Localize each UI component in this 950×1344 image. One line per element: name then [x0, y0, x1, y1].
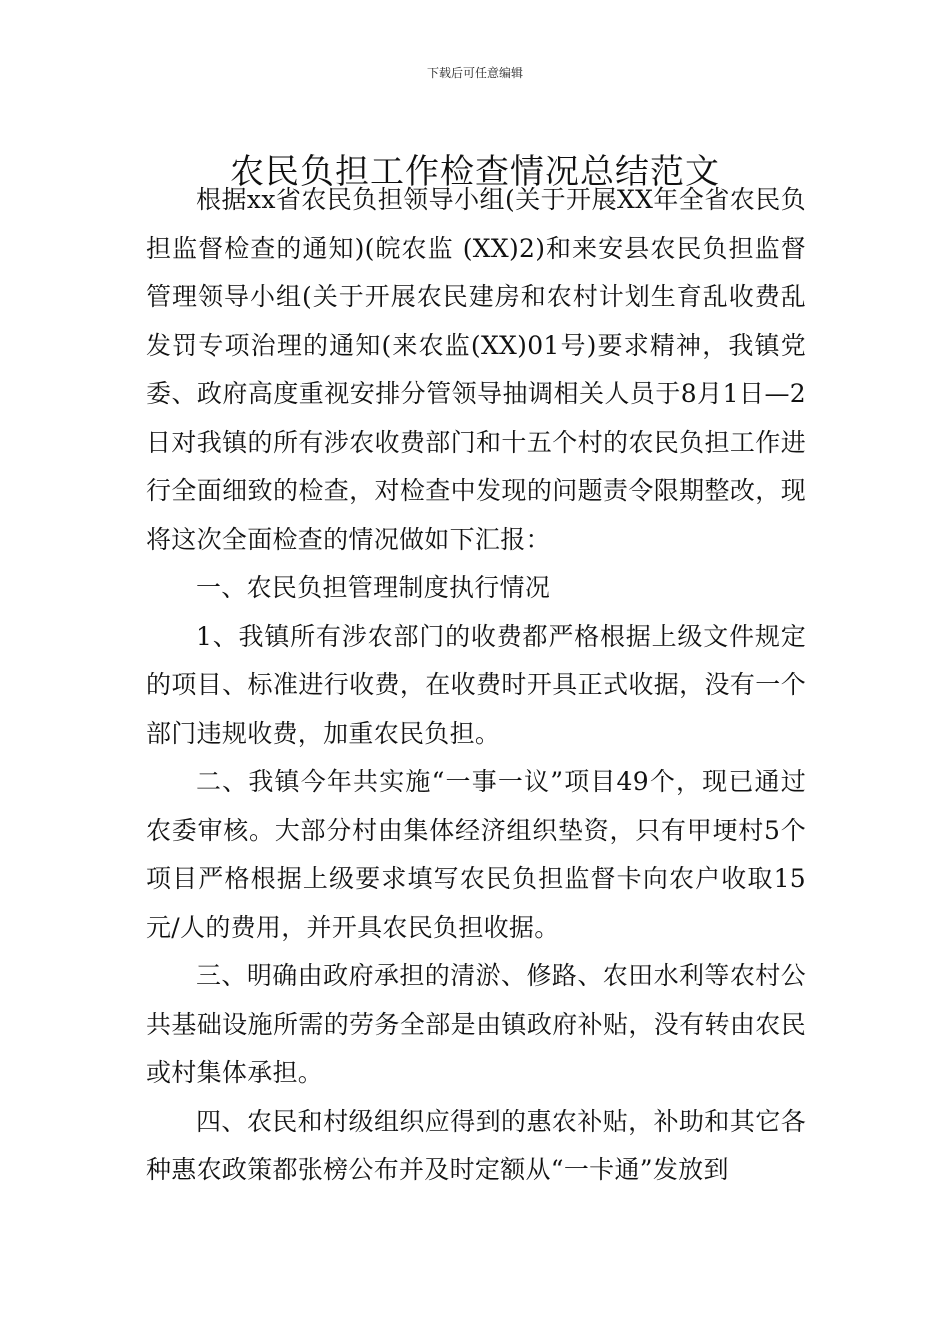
paragraph-section-1-heading: 一、农民负担管理制度执行情况: [196, 573, 551, 602]
header-note: 下载后可任意编辑: [426, 66, 523, 80]
paragraph-intro: 根据xx省农民负担领导小组(关于开展XX年全省农民负担监督检查的通知)(皖农监 (XX)2)和来安县农民负担监督管理领导小组(关于开展农民建房和农村计划生育乱收费乱发罚专项治理的通知(来农监(XX)01号)要求精神，我镇党委、政府高度重视安排分管领导抽调相关人员于8月1日—2日对我镇的所有涉农收费部门和十五个村的农民负担工作进行全面细致的检查，对检查中发现的问题责令限期整改，现将这次全面检查的情况做如下汇报：: [146, 185, 806, 554]
paragraph-section-2: 二、我镇今年共实施“一事一议”项目49个，现已通过农委审核。大部分村由集体经济组织垫资，只有甲埂村5个项目严格根据上级要求填写农民负担监督卡向农户收取15元/人的费用，并开具农民负担收据。: [146, 767, 806, 942]
document-body: [146, 176, 806, 1195]
paragraph-section-3: 三、明确由政府承担的清淤、修路、农田水利等农村公共基础设施所需的劳务全部是由镇政府补贴，没有转由农民或村集体承担。: [146, 961, 806, 1087]
document-title: 农民负担工作检查情况总结范文: [230, 151, 720, 192]
paragraph-item-1: 1、我镇所有涉农部门的收费都严格根据上级文件规定的项目、标准进行收费，在收费时开具正式收据，没有一个部门违规收费，加重农民负担。: [146, 621, 806, 748]
paragraph-section-4: 四、农民和村级组织应得到的惠农补贴，补助和其它各种惠农政策都张榜公布并及时定额从“一卡通”发放到: [146, 1106, 806, 1184]
